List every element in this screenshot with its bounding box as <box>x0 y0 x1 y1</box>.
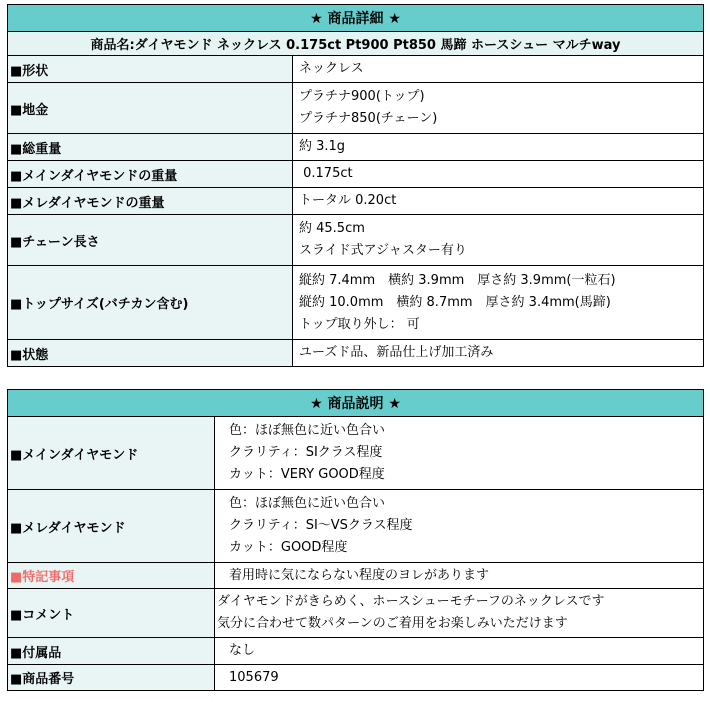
product-description-table <box>7 389 704 691</box>
desc-label: ■商品番号 <box>8 665 215 691</box>
detail-label: ■トップサイズ(バチカン含む) <box>8 266 293 340</box>
desc-label: ■コメント <box>8 589 215 638</box>
desc-value: 105679 <box>229 669 279 685</box>
detail-row-melee-diamond-weight <box>8 188 704 215</box>
detail-value: ユーズド品、新品仕上げ加工済み <box>299 345 494 360</box>
desc-value: 色：ほぼ無色に近い色合い <box>229 496 386 511</box>
desc-value: 色：ほぼ無色に近い色合い <box>229 423 386 438</box>
detail-value: スライド式アジャスター有り <box>299 243 467 258</box>
product-name: 商品名:ダイヤモンド ネックレス 0.175ct Pt900 Pt850 馬蹄 ホースシュー マルチway <box>8 32 704 56</box>
detail-row-metal <box>8 83 704 134</box>
detail-value: 約 45.5cm <box>299 221 365 236</box>
detail-label: ■状態 <box>8 340 293 367</box>
desc-row-special-notes <box>8 563 704 589</box>
desc-value: なし <box>229 643 256 658</box>
desc-label: ■付属品 <box>8 638 215 665</box>
desc-label: ■メレダイヤモンド <box>8 490 215 563</box>
detail-row-top-size <box>8 266 704 340</box>
detail-label: ■チェーン長さ <box>8 215 293 266</box>
desc-value: ダイヤモンドがきらめく、ホースシューモチーフのネックレスです <box>217 594 605 609</box>
detail-label: ■メレダイヤモンドの重量 <box>8 188 293 215</box>
detail-value: ネックレス <box>299 61 364 76</box>
detail-row-total-weight <box>8 134 704 161</box>
desc-label-special: ■特記事項 <box>8 563 215 589</box>
detail-value: 縦約 7.4mm 横約 3.9mm 厚さ約 3.9mm(一粒石) <box>299 272 616 288</box>
desc-row-melee-diamond <box>8 490 704 563</box>
desc-label: ■メインダイヤモンド <box>8 417 215 490</box>
desc-value: クラリティ：SI～VSクラス程度 <box>229 518 413 533</box>
desc-value: クラリティ：SIクラス程度 <box>229 445 383 460</box>
desc-row-product-number <box>8 665 704 691</box>
description-header: ★ 商品説明 ★ <box>8 390 704 417</box>
detail-row-main-diamond-weight <box>8 161 704 188</box>
detail-row-chain-length <box>8 215 704 266</box>
detail-value: プラチナ850(チェーン) <box>299 111 438 126</box>
detail-value: プラチナ900(トップ) <box>299 89 425 104</box>
desc-value: 気分に合わせて数パターンのご着用をお楽しみいただけます <box>217 616 568 631</box>
desc-row-main-diamond <box>8 417 704 490</box>
detail-value: 縦約 10.0mm 横約 8.7mm 厚さ約 3.4mm(馬蹄) <box>299 294 611 310</box>
detail-row-condition <box>8 340 704 367</box>
desc-value: カット：VERY GOOD程度 <box>229 467 385 482</box>
detail-label: ■総重量 <box>8 134 293 161</box>
detail-value: 約 3.1g <box>299 139 346 154</box>
details-header: ★ 商品詳細 ★ <box>8 5 704 32</box>
detail-label: ■地金 <box>8 83 293 134</box>
desc-value: カット：GOOD程度 <box>229 540 348 555</box>
desc-row-comment <box>8 589 704 638</box>
detail-label: ■形状 <box>8 56 293 83</box>
detail-value: 0.175ct <box>299 166 353 181</box>
detail-value: トータル 0.20ct <box>299 193 397 208</box>
desc-value: 着用時に気にならない程度のヨレがあります <box>229 567 490 583</box>
product-details-table <box>7 4 704 367</box>
detail-row-shape <box>8 56 704 83</box>
detail-label: ■メインダイヤモンドの重量 <box>8 161 293 188</box>
detail-value: トップ取り外し： 可 <box>299 316 420 332</box>
desc-row-accessories <box>8 638 704 665</box>
